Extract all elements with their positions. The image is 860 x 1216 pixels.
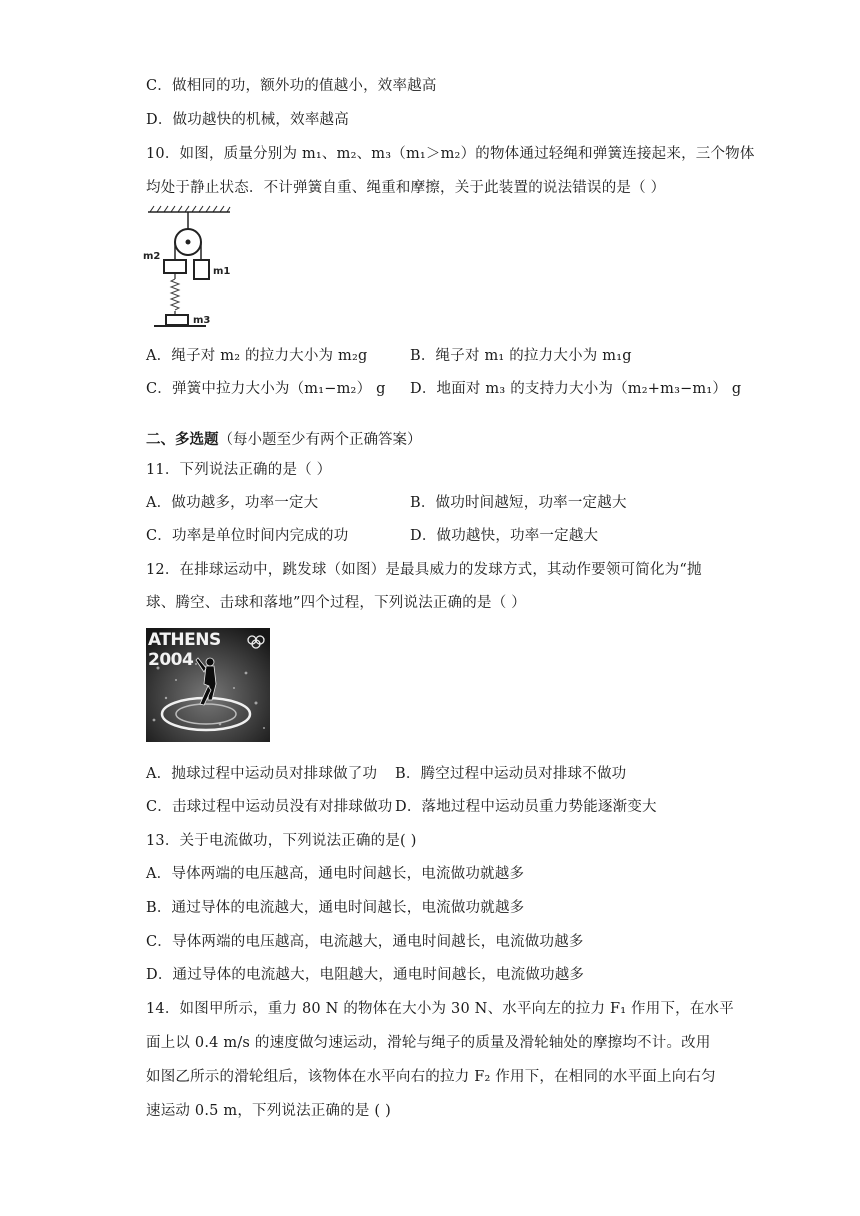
m3-label: m3 [193, 315, 211, 326]
q10-stem-line2: 均处于静止状态．不计弹簧自重、绳重和摩擦，关于此装置的说法错误的是（ ） [146, 180, 666, 196]
volleyball-photo [146, 628, 270, 742]
q13-stem: 13．关于电流做功，下列说法正确的是( ) [146, 833, 417, 849]
q11-option-b: B．做功时间越短，功率一定越大 [410, 495, 627, 511]
q13-option-c: C．导体两端的电压越高，电流越大，通电时间越长，电流做功越多 [146, 934, 584, 950]
q14-stem-line1: 14．如图甲所示，重力 80 N 的物体在大小为 30 N、水平向左的拉力 F₁ 作用下，在水平 [146, 1001, 734, 1017]
photo-caption: ATHENS 2004 [148, 630, 221, 670]
q14-stem-line2: 面上以 0.4 m/s 的速度做匀速运动，滑轮与绳子的质量及滑轮轴处的摩擦均不计。改用 [146, 1035, 711, 1051]
q10-stem-line1: 10．如图，质量分别为 m₁、m₂、m₃（m₁＞m₂）的物体通过轻绳和弹簧连接起来，三个物体 [146, 146, 755, 162]
q9-option-d: D．做功越快的机械，效率越高 [146, 112, 349, 128]
q13-option-b: B．通过导体的电流越大，通电时间越长，电流做功就越多 [146, 900, 525, 916]
q11-option-c: C．功率是单位时间内完成的功 [146, 528, 349, 544]
q12-option-d: D．落地过程中运动员重力势能逐渐变大 [395, 799, 657, 815]
q14-stem-line3: 如图乙所示的滑轮组后，该物体在水平向右的拉力 F₂ 作用下，在相同的水平面上向右匀 [146, 1069, 716, 1085]
q13-option-d: D．通过导体的电流越大，电阻越大，通电时间越长，电流做功越多 [146, 967, 585, 983]
q11-option-a: A．做功越多，功率一定大 [146, 495, 319, 511]
pulley-spring-figure [140, 204, 240, 330]
q9-option-c: C．做相同的功，额外功的值越小，效率越高 [146, 78, 437, 94]
q11-option-d: D．做功越快，功率一定越大 [410, 528, 599, 544]
q13-option-a: A．导体两端的电压越高，通电时间越长，电流做功就越多 [146, 866, 525, 882]
section-note: （每小题至少有两个正确答案） [218, 432, 422, 448]
m2-label: m2 [143, 251, 161, 262]
q12-stem-line2: 球、腾空、击球和落地”四个过程，下列说法正确的是（ ） [146, 595, 526, 611]
q12-option-a: A．抛球过程中运动员对排球做了功 [146, 766, 378, 782]
m1-label: m1 [213, 266, 231, 277]
q10-option-b: B．绳子对 m₁ 的拉力大小为 m₁g [410, 348, 632, 364]
q10-option-c: C．弹簧中拉力大小为（m₁−m₂） g [146, 381, 386, 397]
q12-stem-line1: 12．在排球运动中，跳发球（如图）是最具威力的发球方式，其动作要领可简化为“抛 [146, 562, 702, 578]
section-heading [146, 428, 422, 449]
q10-option-d: D．地面对 m₃ 的支持力大小为（m₂+m₃−m₁） g [410, 381, 742, 397]
q11-stem: 11．下列说法正确的是（ ） [146, 462, 332, 478]
q12-option-c: C．击球过程中运动员没有对排球做功 [146, 799, 393, 815]
q12-option-b: B．腾空过程中运动员对排球不做功 [395, 766, 627, 782]
section-title: 二、多选题 [146, 431, 219, 448]
q14-stem-line4: 速运动 0.5 m，下列说法正确的是 ( ) [146, 1103, 391, 1119]
q10-option-a: A．绳子对 m₂ 的拉力大小为 m₂g [146, 348, 368, 364]
